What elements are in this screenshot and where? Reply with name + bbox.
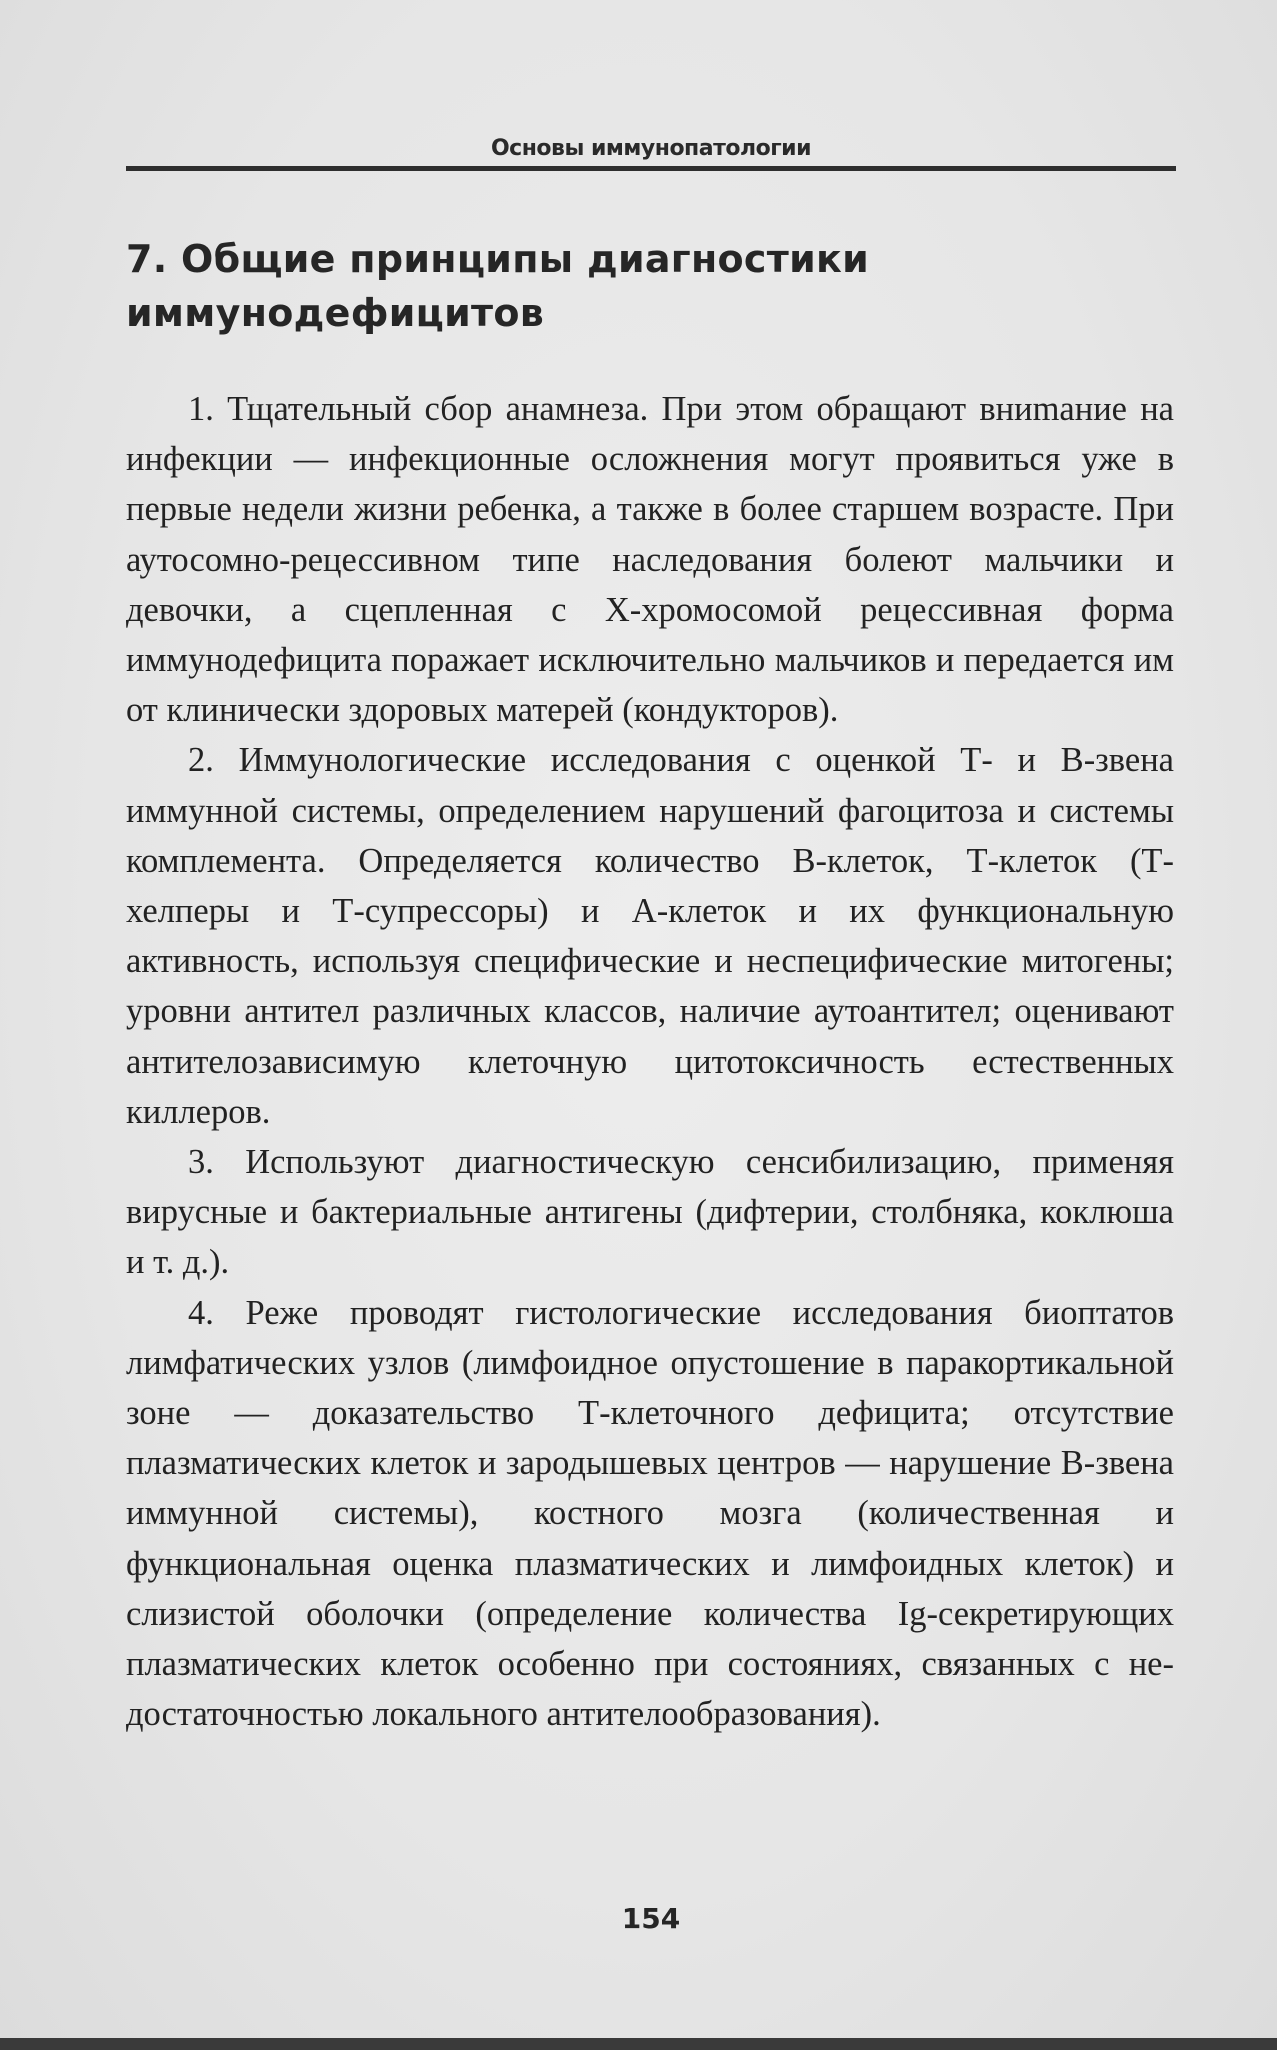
- paragraph-3: 3. Используют диагностическую сенсибилизацию, применяя вирусные и бактериальные антигены (дифтерии, столбняка, коклюша и т. д.).: [126, 1143, 1174, 1282]
- header-rule: [126, 166, 1176, 171]
- running-head: Основы иммунопатологии: [490, 136, 812, 161]
- paragraph-2: 2. Иммунологические исследования с оценкой Т- и В-звена иммунной системы, определением нарушений фагоцитоза и системы комплемента. Определяется количество В-клеток, Т-клеток (Т-хелперы и Т-супрессоры) и А-клеток и их функциональную активность, используя специфические и неспецифические митогены; уровни антител различных классов, наличие аутоантител; оценивают антителозависимую клеточную цитотоксичность естественных киллеров.: [126, 741, 1174, 1131]
- body-text: [126, 384, 1174, 1739]
- page-bottom-edge: [0, 2038, 1277, 2050]
- paragraph-1: 1. Тщательный сбор анамнеза. При этом обращают вниmание на инфекции — инфекционные осложнения могут проявиться уже в первые недели жизни ребенка, а также в более старшем возрасте. При аутосомно-рецессивном типе наследования болеют мальчики и девочки, а сцепленная с Х-хромосомой рецессивная форма иммунодефицита поражает исключительно мальчиков и передается им от клинически здоровых матерей (кондукторов).: [126, 390, 1174, 730]
- page-number: 154: [621, 1902, 681, 1935]
- chapter-title: 7. Общие принципы диагностики иммунодефицитов: [126, 237, 870, 335]
- paragraph-4: 4. Реже проводят гистологические исследования биоптатов лимфатических узлов (лимфоидное опустошение в паракортикальной зоне — доказательство Т-клеточного дефицита; отсутствие плазматических клеток и зародышевых центров — нарушение В-звена иммунной системы), костного мозга (количественная и функциональная оценка плазматических и лимфоидных клеток) и слизистой оболочки (определение количества Ig-секретирующих плазматических клеток особенно при состояниях, связанных с недостаточностью локального антителообразования).: [126, 1293, 1174, 1734]
